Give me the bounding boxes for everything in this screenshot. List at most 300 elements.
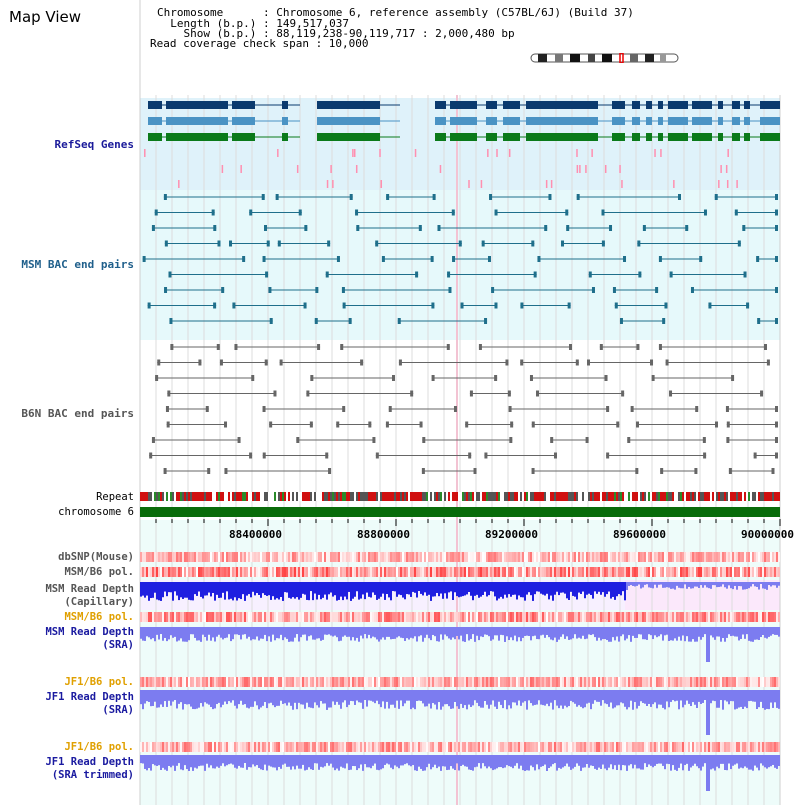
jf1-depth-label-1[interactable]: JF1 Read Depth — [45, 691, 134, 703]
read-depth-bar — [778, 690, 780, 709]
polymorphism-cell — [420, 567, 422, 577]
polymorphism-cell — [202, 677, 204, 687]
read-depth-bar — [568, 627, 570, 640]
polymorphism-cell — [528, 552, 530, 562]
gene-exon — [668, 117, 688, 125]
read-depth-bar — [202, 627, 204, 635]
read-depth-bar — [168, 627, 170, 639]
polymorphism-cell — [482, 677, 484, 687]
read-depth-bar — [192, 690, 194, 709]
gene-exon — [486, 133, 497, 141]
polymorphism-cell — [384, 612, 386, 622]
repeat-segment — [448, 492, 450, 501]
polymorphism-cell — [228, 612, 230, 622]
read-depth-bar — [430, 582, 432, 601]
read-depth-bar — [598, 582, 600, 592]
read-depth-bar — [498, 627, 500, 641]
chromosome-ideogram[interactable] — [530, 53, 680, 63]
polymorphism-cell — [392, 612, 394, 622]
read-depth-bar — [460, 690, 462, 704]
polymorphism-cell — [736, 612, 738, 622]
msm-bac-end — [327, 241, 330, 247]
axis-tick-label: 90000000 — [741, 528, 794, 541]
polymorphism-cell — [596, 612, 598, 622]
polymorphism-cell — [766, 552, 768, 562]
polymorphism-cell — [412, 742, 414, 752]
read-depth-bar — [620, 755, 622, 770]
read-depth-bar — [756, 582, 758, 587]
msm-bac-end — [431, 256, 434, 262]
repeat-track-label[interactable]: Repeat — [96, 491, 134, 503]
msm-depth-sra-label-1[interactable]: MSM Read Depth — [45, 626, 134, 638]
polymorphism-cell — [758, 677, 760, 687]
polymorphism-cell — [234, 612, 236, 622]
read-depth-bar — [414, 627, 416, 636]
read-depth-bar — [408, 582, 410, 594]
read-depth-bar — [418, 582, 420, 591]
polymorphism-cell — [202, 552, 204, 562]
polymorphism-cell — [536, 567, 538, 577]
polymorphism-cell — [258, 742, 260, 752]
polymorphism-cell — [186, 552, 188, 562]
polymorphism-cell — [340, 552, 342, 562]
polymorphism-cell — [706, 612, 708, 622]
repeat-segment — [278, 492, 280, 501]
gene-exon — [486, 101, 497, 109]
read-depth-bar — [622, 690, 624, 703]
polymorphism-cell — [606, 742, 608, 752]
polymorphism-cell — [772, 612, 774, 622]
polymorphism-cell — [158, 742, 160, 752]
polymorphism-cell — [674, 552, 676, 562]
read-depth-bar — [444, 627, 446, 635]
polymorphism-cell — [628, 677, 630, 687]
read-depth-bar — [684, 582, 686, 584]
read-depth-bar — [526, 582, 528, 595]
polymorphism-cell — [442, 567, 444, 577]
read-depth-bar — [324, 627, 326, 635]
read-depth-bar — [326, 690, 328, 710]
read-depth-bar — [654, 690, 656, 702]
polymorphism-cell — [360, 552, 362, 562]
read-depth-bar — [432, 690, 434, 703]
polymorphism-cell — [650, 742, 652, 752]
read-depth-bar — [232, 582, 234, 600]
repeat-segment — [332, 492, 334, 501]
polymorphism-cell — [240, 742, 242, 752]
read-depth-bar — [274, 582, 276, 600]
repeat-segment — [266, 492, 268, 501]
polymorphism-cell — [562, 552, 564, 562]
polymorphism-cell — [490, 612, 492, 622]
polymorphism-cell — [636, 552, 638, 562]
read-depth-bar — [442, 690, 444, 707]
read-depth-bar — [308, 627, 310, 636]
read-depth-bar — [146, 755, 148, 770]
read-depth-bar — [722, 627, 724, 638]
read-depth-bar — [520, 582, 522, 597]
read-depth-bar — [496, 755, 498, 768]
polymorphism-cell — [646, 567, 648, 577]
read-depth-bar — [304, 755, 306, 770]
repeat-segment — [562, 492, 564, 501]
repeat-segment — [320, 492, 322, 501]
read-depth-bar — [360, 582, 362, 599]
jf1-pol-track-label[interactable]: JF1/B6 pol. — [64, 676, 134, 688]
b6n-bac-end — [263, 406, 266, 412]
polymorphism-cell — [440, 742, 442, 752]
read-depth-bar — [432, 627, 434, 635]
read-depth-bar — [282, 627, 284, 640]
polymorphism-cell — [150, 742, 152, 752]
polymorphism-cell — [718, 567, 720, 577]
polymorphism-cell — [716, 742, 718, 752]
polymorphism-cell — [464, 567, 466, 577]
polymorphism-cell — [298, 742, 300, 752]
polymorphism-cell — [286, 677, 288, 687]
polymorphism-cell — [330, 742, 332, 752]
read-depth-bar — [312, 690, 314, 708]
polymorphism-cell — [150, 552, 152, 562]
read-depth-bar — [440, 582, 442, 594]
polymorphism-cell — [368, 742, 370, 752]
polymorphism-cell — [254, 612, 256, 622]
polymorphism-cell — [448, 612, 450, 622]
read-depth-bar — [680, 627, 682, 641]
read-depth-bar — [310, 582, 312, 591]
read-depth-bar — [734, 627, 736, 636]
read-depth-bar — [488, 627, 490, 636]
gene-exon — [760, 101, 780, 109]
polymorphism-cell — [604, 612, 606, 622]
read-depth-bar — [474, 690, 476, 700]
read-depth-bar — [684, 690, 686, 705]
read-depth-bar — [554, 755, 556, 763]
read-depth-bar — [460, 755, 462, 766]
polymorphism-cell — [506, 552, 508, 562]
polymorphism-cell — [190, 677, 192, 687]
b6n-bac-end — [422, 437, 425, 443]
polymorphism-cell — [626, 612, 628, 622]
msm-depth-capillary-label-1[interactable]: MSM Read Depth — [45, 583, 134, 595]
polymorphism-cell — [280, 552, 282, 562]
polymorphism-cell — [270, 677, 272, 687]
polymorphism-cell — [656, 552, 658, 562]
msm-pol-track-label[interactable]: MSM/B6 pol. — [64, 566, 134, 578]
polymorphism-cell — [514, 552, 516, 562]
read-depth-bar — [450, 755, 452, 766]
read-depth-bar — [698, 755, 700, 768]
polymorphism-cell — [542, 677, 544, 687]
polymorphism-cell — [148, 612, 150, 622]
polymorphism-cell — [154, 742, 156, 752]
read-depth-bar — [162, 627, 164, 641]
polymorphism-cell — [192, 612, 194, 622]
gene-exon — [744, 117, 750, 125]
polymorphism-cell — [748, 677, 750, 687]
polymorphism-cell — [308, 567, 310, 577]
polymorphism-cell — [552, 742, 554, 752]
repeat-segment — [728, 492, 730, 501]
polymorphism-cell — [742, 552, 744, 562]
b6n-bac-end — [273, 391, 276, 397]
b6n-bac-end — [325, 453, 328, 459]
polymorphism-cell — [242, 567, 244, 577]
read-depth-bar — [498, 690, 500, 702]
read-depth-bar — [670, 582, 672, 589]
read-depth-bar — [168, 582, 170, 592]
read-depth-bar — [612, 690, 614, 708]
read-depth-bar — [632, 627, 634, 636]
polymorphism-cell — [282, 552, 284, 562]
read-depth-bar — [252, 690, 254, 707]
read-depth-bar — [480, 690, 482, 708]
polymorphism-cell — [276, 552, 278, 562]
read-depth-bar — [636, 690, 638, 709]
b6n-bac-end — [627, 437, 630, 443]
polymorphism-cell — [142, 742, 144, 752]
polymorphism-cell — [204, 742, 206, 752]
polymorphism-cell — [560, 567, 562, 577]
read-depth-bar — [544, 582, 546, 596]
read-depth-bar — [420, 690, 422, 701]
repeat-segment — [220, 492, 222, 501]
repeat-segment — [622, 492, 624, 501]
polymorphism-cell — [176, 677, 178, 687]
read-depth-bar — [482, 627, 484, 637]
polymorphism-cell — [594, 742, 596, 752]
read-depth-bar — [336, 582, 338, 601]
msm-pol2-track-label[interactable]: MSM/B6 pol. — [64, 611, 134, 623]
repeat-segment — [440, 492, 442, 501]
read-depth-bar — [184, 690, 186, 704]
read-depth-bar — [660, 755, 662, 764]
read-depth-bar — [626, 582, 628, 590]
read-depth-bar — [346, 582, 348, 599]
polymorphism-cell — [478, 677, 480, 687]
pink-mark — [736, 180, 738, 188]
polymorphism-cell — [614, 552, 616, 562]
pink-mark — [440, 165, 442, 173]
polymorphism-cell — [548, 552, 550, 562]
polymorphism-cell — [586, 677, 588, 687]
gene-exon — [148, 101, 162, 109]
polymorphism-cell — [768, 552, 770, 562]
read-depth-bar — [242, 627, 244, 635]
polymorphism-cell — [342, 677, 344, 687]
msm-bac-end — [704, 210, 707, 216]
read-depth-bar — [470, 755, 472, 770]
dbsnp-track-label[interactable]: dbSNP(Mouse) — [58, 551, 134, 563]
polymorphism-cell — [394, 552, 396, 562]
jf1-trim-label-1[interactable]: JF1 Read Depth — [45, 756, 134, 768]
read-depth-bar — [422, 582, 424, 595]
read-depth-bar — [468, 582, 470, 592]
polymorphism-cell — [460, 552, 462, 562]
polymorphism-cell — [644, 612, 646, 622]
read-depth-bar — [540, 582, 542, 594]
read-depth-bar — [468, 627, 470, 640]
repeat-segment — [760, 492, 762, 501]
polymorphism-cell — [520, 677, 522, 687]
repeat-segment — [532, 492, 534, 501]
read-depth-bar — [552, 582, 554, 601]
polymorphism-cell — [202, 742, 204, 752]
polymorphism-cell — [250, 742, 252, 752]
polymorphism-cell — [734, 567, 736, 577]
read-depth-bar — [276, 582, 278, 598]
repeat-segment — [162, 492, 164, 501]
read-depth-bar — [704, 690, 706, 700]
read-depth-bar — [634, 627, 636, 638]
read-depth-bar — [696, 690, 698, 708]
read-depth-bar — [478, 627, 480, 640]
read-depth-bar — [230, 627, 232, 641]
polymorphism-cell — [292, 552, 294, 562]
polymorphism-cell — [162, 612, 164, 622]
read-depth-bar — [724, 690, 726, 700]
polymorphism-cell — [416, 677, 418, 687]
gene-exon — [450, 101, 477, 109]
polymorphism-cell — [628, 742, 630, 752]
polymorphism-cell — [742, 612, 744, 622]
read-depth-bar — [402, 627, 404, 638]
refseq-track-label[interactable]: RefSeq Genes — [54, 138, 134, 151]
polymorphism-cell — [754, 612, 756, 622]
read-depth-bar — [758, 755, 760, 770]
polymorphism-cell — [698, 552, 700, 562]
jf1-pol2-track-label[interactable]: JF1/B6 pol. — [64, 741, 134, 753]
msm-bac-end — [615, 303, 618, 309]
read-depth-bar — [484, 690, 486, 701]
polymorphism-cell — [320, 742, 322, 752]
polymorphism-cell — [300, 552, 302, 562]
read-depth-bar — [682, 627, 684, 635]
read-depth-bar — [412, 690, 414, 708]
msm-bac-end — [637, 241, 640, 247]
msm-bac-end — [152, 225, 155, 231]
read-depth-bar — [144, 755, 146, 769]
read-depth-bar — [226, 582, 228, 591]
polymorphism-cell — [482, 567, 484, 577]
polymorphism-cell — [534, 742, 536, 752]
repeat-segment — [662, 492, 664, 501]
repeat-segment — [612, 492, 614, 501]
read-depth-bar — [712, 690, 714, 701]
read-depth-bar — [290, 582, 292, 599]
polymorphism-cell — [244, 567, 246, 577]
read-depth-bar — [206, 690, 208, 704]
polymorphism-cell — [352, 567, 354, 577]
read-depth-bar — [206, 582, 208, 595]
read-depth-bar — [180, 627, 182, 638]
polymorphism-cell — [266, 677, 268, 687]
polymorphism-cell — [284, 677, 286, 687]
polymorphism-cell — [472, 677, 474, 687]
read-depth-bar — [662, 582, 664, 588]
read-depth-bar — [514, 755, 516, 766]
b6n-bac-end — [650, 360, 653, 366]
polymorphism-cell — [578, 742, 580, 752]
polymorphism-cell — [746, 552, 748, 562]
read-depth-bar — [416, 627, 418, 641]
read-depth-bar — [738, 582, 740, 586]
polymorphism-cell — [316, 552, 318, 562]
read-depth-bar — [744, 690, 746, 707]
polymorphism-cell — [600, 567, 602, 577]
read-depth-bar — [418, 690, 420, 701]
polymorphism-cell — [308, 552, 310, 562]
read-depth-bar — [600, 755, 602, 769]
polymorphism-cell — [366, 612, 368, 622]
read-depth-bar — [740, 690, 742, 707]
read-depth-bar — [158, 627, 160, 639]
read-depth-bar — [258, 755, 260, 768]
polymorphism-cell — [350, 567, 352, 577]
msm-bac-end — [452, 256, 455, 262]
polymorphism-cell — [454, 567, 456, 577]
repeat-segment — [598, 492, 600, 501]
b6n-bac-track-label[interactable]: B6N BAC end pairs — [21, 407, 134, 420]
read-depth-bar — [638, 755, 640, 768]
read-depth-bar — [436, 627, 438, 641]
polymorphism-cell — [538, 677, 540, 687]
read-depth-bar — [272, 627, 274, 635]
polymorphism-cell — [750, 677, 752, 687]
b6n-bac-end — [170, 344, 173, 350]
pink-mark — [576, 149, 578, 157]
gene-exon — [612, 133, 625, 141]
read-depth-bar — [754, 755, 756, 766]
read-depth-bar — [596, 582, 598, 594]
polymorphism-cell — [294, 567, 296, 577]
polymorphism-cell — [352, 677, 354, 687]
read-depth-bar — [696, 755, 698, 766]
read-depth-bar — [742, 582, 744, 590]
polymorphism-cell — [268, 612, 270, 622]
read-depth-bar — [200, 582, 202, 597]
read-depth-bar — [708, 582, 710, 588]
read-depth-bar — [522, 627, 524, 638]
polymorphism-cell — [698, 742, 700, 752]
read-depth-bar — [660, 582, 662, 585]
polymorphism-cell — [250, 612, 252, 622]
read-depth-bar — [688, 755, 690, 771]
read-depth-bar — [436, 755, 438, 768]
polymorphism-cell — [566, 677, 568, 687]
read-depth-bar — [516, 690, 518, 705]
repeat-segment — [272, 492, 274, 501]
msm-bac-end — [685, 225, 688, 231]
read-depth-bar — [454, 755, 456, 770]
read-depth-bar — [706, 582, 708, 587]
repeat-segment — [158, 492, 160, 501]
polymorphism-cell — [722, 612, 724, 622]
read-depth-bar — [648, 690, 650, 704]
b6n-bac-end — [310, 375, 313, 381]
read-depth-bar — [614, 690, 616, 707]
repeat-segment — [196, 492, 198, 501]
polymorphism-cell — [160, 612, 162, 622]
msm-bac-track-label[interactable]: MSM BAC end pairs — [21, 258, 134, 271]
polymorphism-cell — [268, 552, 270, 562]
polymorphism-cell — [530, 567, 532, 577]
polymorphism-cell — [682, 552, 684, 562]
polymorphism-cell — [304, 552, 306, 562]
repeat-segment — [310, 492, 312, 501]
read-depth-bar — [604, 755, 606, 769]
chromosome-track-label[interactable]: chromosome 6 — [58, 506, 134, 518]
